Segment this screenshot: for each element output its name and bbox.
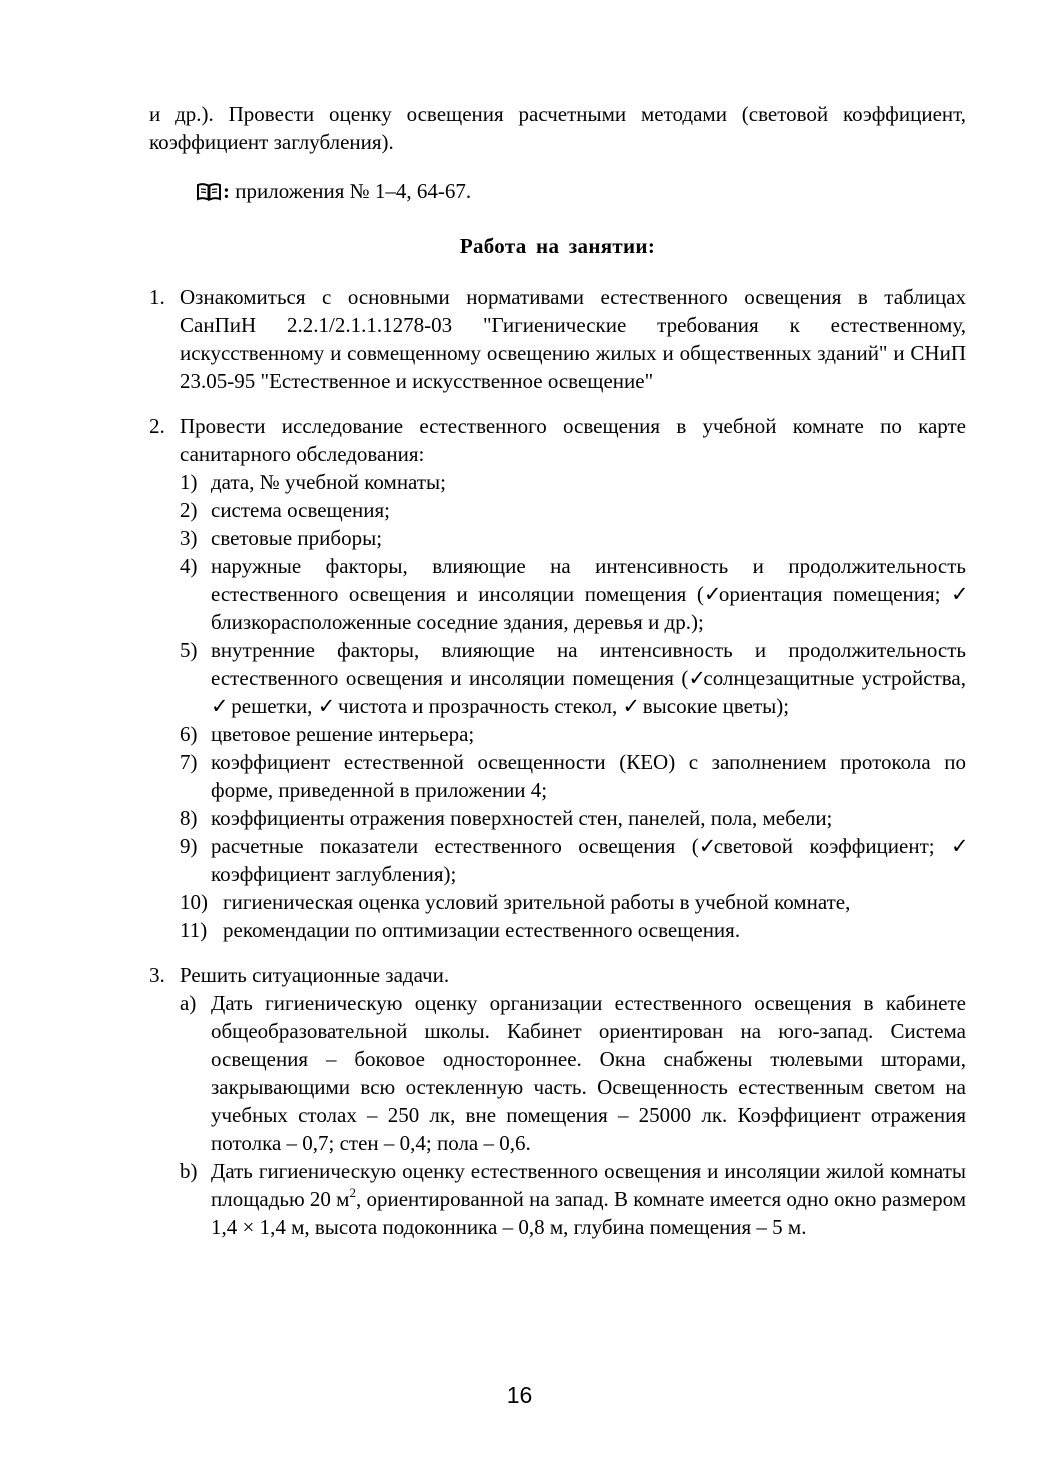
task-text: Решить ситуационные задачи. (180, 963, 450, 987)
task-text: Ознакомиться с основными нормативами естественного освещения в таблицах СанПиН 2.2.1/2.1.1.1278-03 "Гигиенические требования к естественному, искусственному и совмещенному освещению жилых и общественных зданий" и СНиП 23.05-95 "Естественное и искусственное освещение" (180, 285, 966, 393)
list-item: 2) система освещения; (180, 498, 391, 522)
list-item: 1) дата, № учебной комнаты; (180, 470, 446, 494)
reference-text: приложения № 1–4, 64-67. (235, 179, 472, 203)
task-number: 3. (149, 963, 165, 987)
check-mark-icon: ✓ (622, 694, 641, 718)
check-mark-icon: ✓ (698, 834, 717, 858)
list-item: 3) световые приборы; (180, 526, 383, 550)
list-item: 11) рекомендации по оптимизации естественного освещения. (180, 918, 741, 942)
task-text: Провести исследование естественного освещения в учебной комнате по карте санитарного обследования: (180, 414, 966, 466)
list-item: 8) коэффициенты отражения поверхностей стен, панелей, пола, мебели; (180, 806, 833, 830)
page-content (149, 100, 969, 1241)
problem-b: b) Дать гигиеническую оценку естественного освещения и инсоляции жилой комнаты площадью 20 $м^2$, ориентированной на запад. В комнате имеется одно окно размером 1,4 × 1,4 м, высота подоконника – 0,8 м, глубина помещения – 5 м. (180, 1159, 967, 1239)
list-item: 10) гигиеническая оценка условий зрительной работы в учебной комнате, (180, 890, 851, 914)
list-item: 7) коэффициент естественной освещенности (КЕО) с заполнением протокола по форме, приведенной в приложении 4; (180, 750, 966, 802)
task-number: 1. (149, 285, 165, 309)
page-number: 16 (506, 1382, 533, 1408)
task-3 (149, 961, 966, 1241)
task-list (149, 283, 969, 1241)
task-1 (149, 283, 966, 395)
reference-line: : приложения № 1–4, 64-67. (196, 177, 966, 209)
list-item: 9) расчетные показатели естественного освещения (✓световой коэффициент; ✓ коэффициент заглубления); (180, 834, 969, 886)
list-item: 6) цветовое решение интерьера; (180, 722, 475, 746)
check-mark-icon: ✓ (951, 834, 969, 858)
check-mark-icon: ✓ (317, 694, 336, 718)
check-mark-icon: ✓ (703, 582, 722, 606)
check-mark-icon: ✓ (950, 582, 969, 606)
intro-paragraph: и др.). Провести оценку освещения расчетными методами (световой коэффициент, коэффициент заглубления). (149, 102, 966, 154)
check-mark-icon: ✓ (211, 694, 229, 718)
list-item: 4) наружные факторы, влияющие на интенсивность и продолжительность естественного освещения и инсоляции помещения (✓ориентация помещения; ✓близкорасположенные соседние здания, деревья и др.); (180, 554, 969, 634)
section-heading: Работа на занятии: (459, 234, 656, 258)
book-icon (196, 181, 222, 209)
check-mark-icon: ✓ (688, 666, 706, 690)
task-2 (149, 412, 969, 944)
problem-a: a) Дать гигиеническую оценку организации естественного освещения в кабинете общеобразовательной школы. Кабинет ориентирован на юго-запад. Система освещения – боковое одностороннее. Окна снабжены тюлевыми шторами, закрывающими всю остекленную часть. Освещенность естественным светом на учебных столах – 250 лк, вне помещения – 25000 лк. Коэффициент отражения потолка – 0,7; стен – 0,4; пола – 0,6. (180, 991, 966, 1155)
task-number: 2. (149, 414, 165, 438)
list-item: 5) внутренние факторы, влияющие на интенсивность и продолжительность естественного освещения и инсоляции помещения (✓солнцезащитные устройства, ✓ решетки, ✓ чистота и прозрачность стекол, ✓ высокие цветы); (180, 638, 966, 718)
